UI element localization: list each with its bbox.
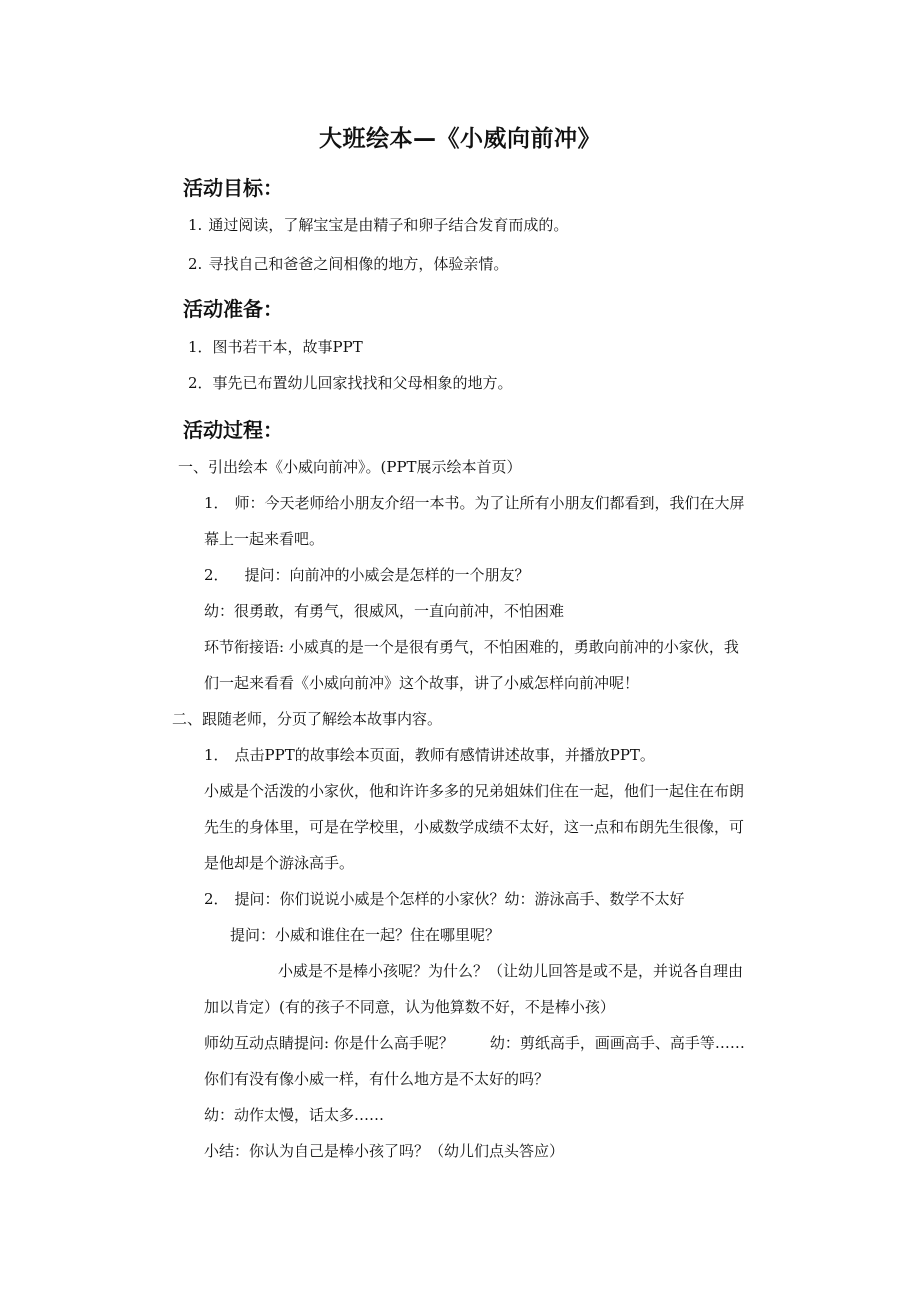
part2-answer4: 幼：动作太慢，话太多……	[204, 1106, 385, 1124]
goal-item-text: 通过阅读，了解宝宝是由精子和卵子结合发育而成的。	[208, 216, 569, 234]
part2-title: 二、跟随老师，分页了解绘本故事内容。	[172, 710, 443, 728]
part1-step1-cont: 幕上一起来看吧。	[204, 530, 325, 548]
prep-item-text: 事先已布置幼儿回家找找和父母相象的地方。	[212, 374, 513, 392]
part1-step2-text: 提问：向前冲的小威会是怎样的一个朋友？	[244, 566, 530, 584]
prep-heading: 活动准备：	[183, 297, 283, 321]
prep-item-number: 2．	[188, 374, 213, 392]
part2-interaction-answer: 幼：剪纸高手，画画高手、高手等……	[489, 1034, 745, 1052]
part2-summary: 小结：你认为自己是棒小孩了吗？（幼儿们点头答应）	[204, 1142, 565, 1160]
goal-item	[188, 254, 508, 274]
prep-item-number: 1．	[188, 338, 213, 356]
part2-question3: 小威是不是棒小孩呢？为什么？（让幼儿回答是或不是，并说各自理由	[278, 962, 744, 980]
part2-story-cont: 先生的身体里，可是在学校里，小威数学成绩不太好，这一点和布朗先生很像，可	[204, 818, 745, 836]
part1-step1-text: 师：今天老师给小朋友介绍一本书。为了让所有小朋友们都看到，我们在大屏	[234, 494, 745, 512]
process-heading: 活动过程：	[183, 418, 283, 442]
part1-step1	[204, 493, 745, 513]
part2-question2: 提问：小威和谁住在一起？住在哪里呢？	[230, 926, 501, 944]
goal-item-number: 2.	[188, 255, 203, 273]
part2-step2-text: 提问：你们说说小威是个怎样的小家伙？幼：游泳高手、数学不太好	[234, 890, 685, 908]
prep-item	[188, 373, 513, 393]
prep-item-text: 图书若干本，故事PPT	[212, 338, 363, 356]
part2-story: 小威是个活泼的小家伙，他和许许多多的兄弟姐妹们住在一起，他们一起住在布朗	[204, 782, 745, 800]
part1-step2	[204, 565, 530, 585]
part2-question4: 你们有没有像小威一样，有什么地方是不太好的吗？	[204, 1070, 550, 1088]
part1-answer: 幼：很勇敢，有勇气，很威风，一直向前冲，不怕困难	[204, 602, 565, 620]
part1-title: 一、引出绘本《小威向前冲》。(PPT展示绘本首页）	[178, 458, 522, 476]
part1-transition-cont: 们一起来看看《小威向前冲》这个故事，讲了小威怎样向前冲呢！	[204, 674, 640, 692]
goal-item-text: 寻找自己和爸爸之间相像的地方，体验亲情。	[208, 255, 509, 273]
part2-interaction-question: 师幼互动点睛提问: 你是什么高手呢？	[204, 1034, 454, 1052]
part2-step1-text: 点击PPT的故事绘本页面，教师有感情讲述故事，并播放PPT。	[234, 746, 655, 764]
part2-interaction	[204, 1033, 745, 1053]
part2-step1-number: 1．	[204, 746, 229, 764]
prep-item	[188, 337, 363, 357]
document-title: 大班绘本—《小威向前冲》	[319, 126, 601, 152]
part2-question3-cont: 加以肯定）(有的孩子不同意，认为他算数不好，不是棒小孩）	[204, 998, 615, 1016]
part2-step2	[204, 889, 685, 909]
goal-item-number: 1.	[188, 216, 203, 234]
part1-step1-number: 1．	[204, 494, 229, 512]
part2-story-end: 是他却是个游泳高手。	[204, 854, 355, 872]
part2-step1	[204, 745, 655, 765]
part2-step2-number: 2．	[204, 890, 229, 908]
goal-item	[188, 215, 568, 235]
part1-transition: 环节衔接语: 小威真的是一个是很有勇气，不怕困难的，勇敢向前冲的小家伙，我	[204, 638, 739, 656]
part1-step2-number: 2．	[204, 566, 229, 584]
goals-heading: 活动目标：	[183, 176, 283, 200]
